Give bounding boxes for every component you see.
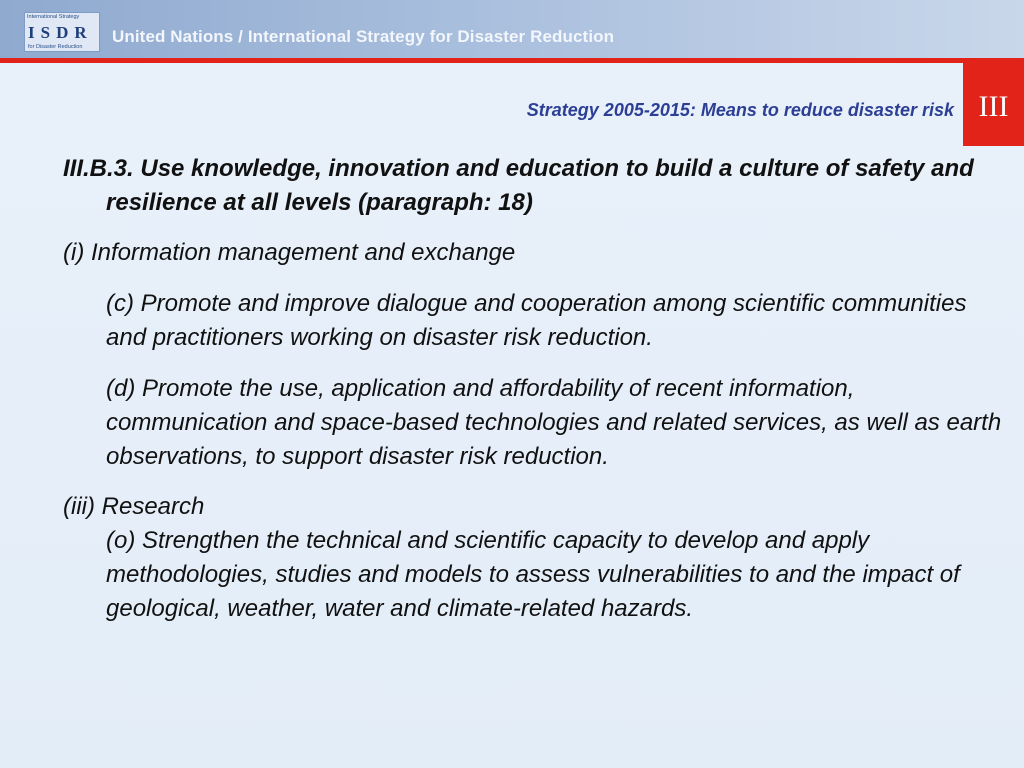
logo-bottom-text: for Disaster Reduction <box>28 44 83 50</box>
item-iii-heading: (iii) Research <box>63 493 205 520</box>
slide-subtitle: Strategy 2005-2015: Means to reduce disaster risk <box>526 100 954 120</box>
item-c-text: (c) Promote and improve dialogue and cooperation among scientific communities and practitioners working on disaster risk reduction. <box>106 290 967 351</box>
section-badge <box>963 60 1024 146</box>
logo-top-text: International Strategy <box>27 14 80 20</box>
slide-body <box>63 152 1008 626</box>
item-d-text: (d) Promote the use, application and affordability of recent information, communication and space-based technologies and related services, as well as earth observations, to support disaster risk reduction. <box>106 375 1002 470</box>
section-badge-label: III <box>978 90 1009 123</box>
logo-main-text: ISDR <box>28 23 93 42</box>
isdr-logo <box>24 12 100 52</box>
item-i-heading: (i) Information management and exchange <box>63 239 516 266</box>
header-divider <box>0 58 1024 63</box>
header-title: United Nations / International Strategy for Disaster Reduction <box>112 27 615 46</box>
item-o-text: (o) Strengthen the technical and scientific capacity to develop and apply methodologies, studies and models to assess vulnerabilities to and the impact of geological, weather, water and climate-related hazards. <box>106 527 960 622</box>
header-bar <box>0 0 1024 58</box>
section-heading: III.B.3. Use knowledge, innovation and education to build a culture of safety and resilience at all levels (paragraph: 18) <box>63 155 974 216</box>
